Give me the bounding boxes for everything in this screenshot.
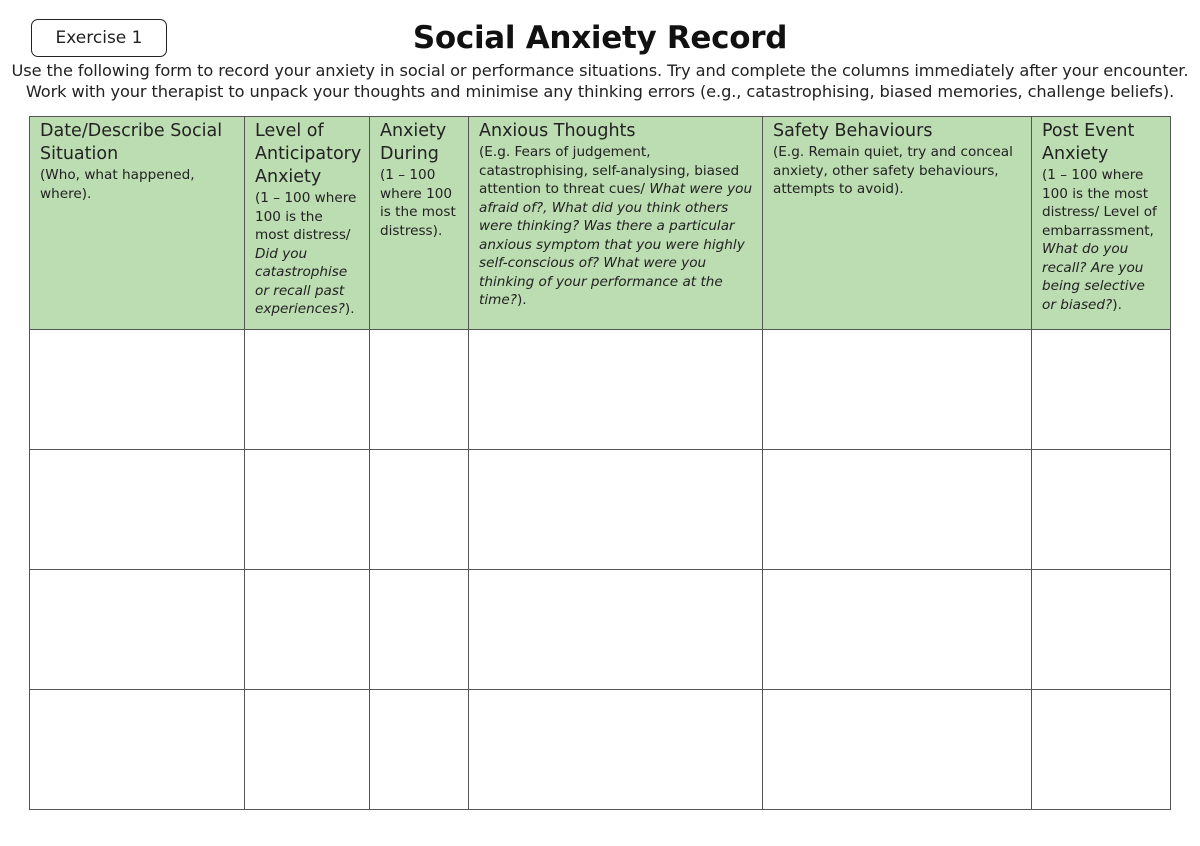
column-header-anxious-thoughts [469, 117, 763, 330]
entry-cell[interactable] [370, 330, 469, 450]
entry-cell[interactable] [245, 450, 370, 570]
instructions [0, 60, 1200, 102]
column-heading: Date/Describe Social Situation [40, 121, 223, 164]
entry-cell[interactable] [245, 570, 370, 690]
entry-cell[interactable] [245, 690, 370, 810]
entry-cell[interactable] [763, 330, 1032, 450]
column-heading: Anxiety During [380, 121, 447, 164]
column-note: (E.g. Fears of judgement, catastrophising, self-analysing, biased attention to threat cues/ What were you afraid of?, What did you think others were thinking? Was there a particular anxious symptom that you were highly self-conscious of? What were you thinking of your performance at the time?). [479, 144, 753, 308]
entry-cell[interactable] [1032, 570, 1171, 690]
column-header-anxiety-during [370, 117, 469, 330]
record-table-body [30, 330, 1171, 810]
entry-cell[interactable] [370, 450, 469, 570]
entry-cell[interactable] [370, 570, 469, 690]
entry-cell[interactable] [30, 450, 245, 570]
entry-cell[interactable] [370, 690, 469, 810]
entry-cell[interactable] [30, 570, 245, 690]
entry-cell[interactable] [245, 330, 370, 450]
table-row [30, 330, 1171, 450]
column-note: (Who, what happened, where). [40, 167, 195, 202]
exercise-label: Exercise 1 [55, 28, 143, 48]
column-header-anticipatory-anxiety [245, 117, 370, 330]
table-row [30, 570, 1171, 690]
column-note: (E.g. Remain quiet, try and conceal anxiety, other safety behaviours, attempts to avoid). [773, 144, 1013, 197]
entry-cell[interactable] [763, 450, 1032, 570]
entry-cell[interactable] [763, 570, 1032, 690]
entry-cell[interactable] [763, 690, 1032, 810]
column-note: (1 – 100 where 100 is the most distress/ Level of embarrassment, What do you recall? Are you being selective or biased?). [1042, 167, 1157, 313]
entry-cell[interactable] [469, 570, 763, 690]
column-heading: Safety Behaviours [773, 121, 933, 141]
page-title: Social Anxiety Record [412, 20, 788, 56]
instructions-line-1: Use the following form to record your anxiety in social or performance situations. Try and complete the columns immediately after your encounter. [11, 61, 1189, 80]
column-note: (1 – 100 where 100 is the most distress/ Did you catastrophise or recall past experiences?). [255, 190, 357, 317]
record-table-header [30, 117, 1171, 330]
entry-cell[interactable] [469, 450, 763, 570]
column-heading: Post Event Anxiety [1042, 121, 1135, 164]
entry-cell[interactable] [1032, 450, 1171, 570]
column-note: (1 – 100 where 100 is the most distress). [380, 167, 456, 239]
instructions-line-2: Work with your therapist to unpack your thoughts and minimise any thinking errors (e.g., catastrophising, biased memories, challenge beliefs). [25, 82, 1175, 101]
entry-cell[interactable] [1032, 330, 1171, 450]
column-header-post-event-anxiety [1032, 117, 1171, 330]
entry-cell[interactable] [30, 330, 245, 450]
entry-cell[interactable] [1032, 690, 1171, 810]
entry-cell[interactable] [30, 690, 245, 810]
entry-cell[interactable] [469, 690, 763, 810]
column-header-situation [30, 117, 245, 330]
entry-cell[interactable] [469, 330, 763, 450]
column-header-safety-behaviours [763, 117, 1032, 330]
column-heading: Anxious Thoughts [479, 121, 636, 141]
table-row [30, 450, 1171, 570]
table-row [30, 690, 1171, 810]
record-table [29, 116, 1171, 810]
column-heading: Level of Anticipatory Anxiety [255, 121, 362, 187]
